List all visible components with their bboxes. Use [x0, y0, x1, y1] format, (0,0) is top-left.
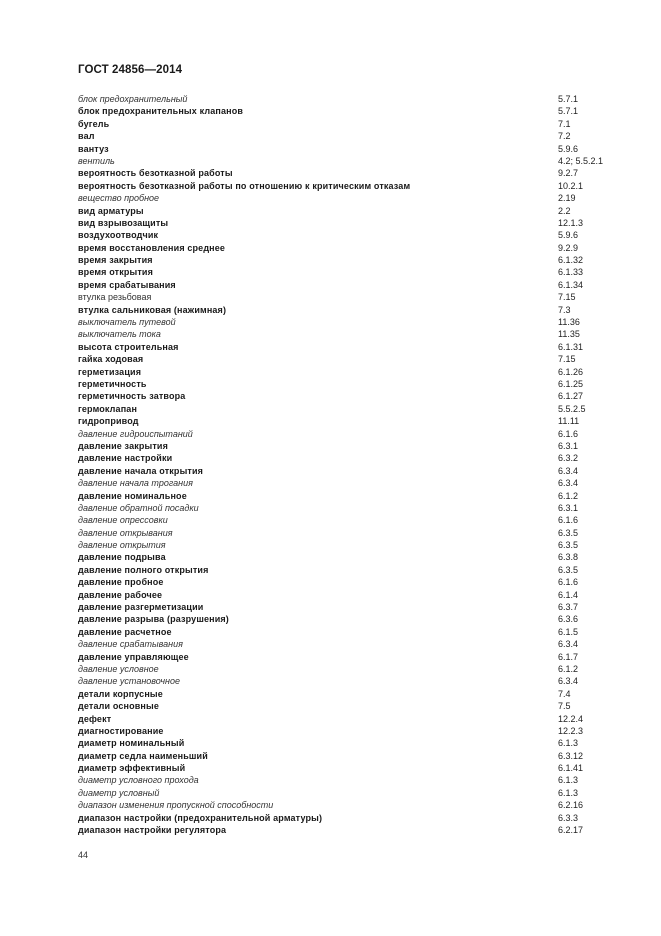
index-term: диапазон настройки регулятора	[78, 825, 227, 836]
index-reference: 6.1.41	[558, 763, 584, 774]
index-entry	[78, 762, 618, 774]
index-reference: 6.1.26	[558, 366, 584, 377]
index-term: диаметр эффективный	[78, 763, 186, 774]
index-reference: 6.1.6	[558, 428, 579, 439]
index-term: давление расчетное	[78, 626, 172, 637]
index-term: давление условное	[78, 663, 159, 674]
index-term: время восстановления среднее	[78, 242, 226, 253]
index-reference: 7.2	[558, 131, 571, 142]
index-term: вероятность безотказной работы	[78, 168, 233, 179]
index-entry	[78, 688, 618, 700]
index-reference: 5.9.6	[558, 143, 579, 154]
index-reference: 9.2.9	[558, 242, 579, 253]
index-term: дефект	[78, 713, 112, 724]
index-reference: 6.3.2	[558, 453, 579, 464]
index-term: гермоклапан	[78, 403, 138, 414]
index-reference: 12.1.3	[558, 217, 584, 228]
index-entry	[78, 180, 618, 192]
terms-index	[78, 93, 618, 836]
index-reference: 6.1.7	[558, 651, 579, 662]
index-entry	[78, 576, 618, 588]
index-term: время открытия	[78, 267, 153, 278]
index-entry	[78, 341, 618, 353]
index-entry	[78, 613, 618, 625]
index-term: давление опрессовки	[78, 515, 168, 526]
index-entry	[78, 266, 618, 278]
index-entry	[78, 589, 618, 601]
index-entry	[78, 316, 618, 328]
index-reference: 6.1.27	[558, 391, 584, 402]
index-reference: 5.9.6	[558, 230, 579, 241]
index-entry	[78, 93, 618, 105]
index-entry	[78, 799, 618, 811]
index-entry	[78, 328, 618, 340]
index-reference: 4.2; 5.5.2.1	[558, 155, 604, 166]
index-term: диаметр седла наименьший	[78, 750, 208, 761]
index-term: выключатель тока	[78, 329, 161, 340]
index-reference: 6.3.4	[558, 465, 579, 476]
index-reference: 6.3.5	[558, 540, 579, 551]
index-entry	[78, 118, 618, 130]
index-term: гидропривод	[78, 416, 139, 427]
index-term: герметичность затвора	[78, 391, 186, 402]
index-reference: 6.3.12	[558, 750, 584, 761]
index-reference: 6.1.3	[558, 738, 579, 749]
index-term: герметизация	[78, 366, 142, 377]
index-term: выключатель путевой	[78, 317, 176, 328]
index-entry	[78, 192, 618, 204]
index-term: детали основные	[78, 701, 159, 712]
index-reference: 6.1.32	[558, 255, 584, 266]
index-reference: 6.3.4	[558, 676, 579, 687]
index-reference: 6.1.34	[558, 279, 584, 290]
index-term: диаметр условный	[78, 787, 160, 798]
index-term: вантуз	[78, 143, 109, 154]
index-entry	[78, 490, 618, 502]
index-entry	[78, 452, 618, 464]
index-entry	[78, 254, 618, 266]
index-entry	[78, 713, 618, 725]
index-term: давление обратной посадки	[78, 502, 199, 513]
index-entry	[78, 217, 618, 229]
index-term: давление разрыва (разрушения)	[78, 614, 229, 625]
index-reference: 6.3.3	[558, 812, 579, 823]
index-term: вид арматуры	[78, 205, 144, 216]
index-term: бугель	[78, 118, 110, 129]
index-term: втулка резьбовая	[78, 292, 152, 303]
index-entry	[78, 774, 618, 786]
index-reference: 6.1.2	[558, 490, 579, 501]
page-number: 44	[78, 850, 89, 860]
index-term: давление закрытия	[78, 440, 169, 451]
index-term: высота строительная	[78, 341, 179, 352]
index-reference: 6.1.25	[558, 378, 584, 389]
index-reference: 12.2.4	[558, 713, 584, 724]
index-reference: 6.2.16	[558, 800, 584, 811]
index-entry	[78, 539, 618, 551]
index-term: время срабатывания	[78, 279, 176, 290]
index-entry	[78, 378, 618, 390]
index-reference: 6.1.5	[558, 626, 579, 637]
index-reference: 6.1.6	[558, 515, 579, 526]
index-reference: 6.3.6	[558, 614, 579, 625]
index-reference: 11.35	[558, 329, 580, 340]
index-term: блок предохранительный	[78, 94, 188, 104]
index-entry	[78, 465, 618, 477]
index-term: вид взрывозащиты	[78, 217, 169, 228]
document-header: ГОСТ 24856—2014	[78, 64, 183, 76]
index-reference: 6.2.17	[558, 825, 584, 836]
index-entry	[78, 551, 618, 563]
index-reference: 7.4	[558, 688, 571, 699]
index-reference: 6.1.6	[558, 577, 579, 588]
index-reference: 6.1.33	[558, 267, 584, 278]
index-entry	[78, 440, 618, 452]
index-reference: 6.3.5	[558, 564, 579, 575]
index-reference: 6.1.31	[558, 341, 584, 352]
index-entry	[78, 291, 618, 303]
index-reference: 6.3.1	[558, 502, 579, 513]
index-reference: 10.2.1	[558, 180, 584, 191]
index-entry	[78, 403, 618, 415]
index-term: вал	[78, 131, 95, 142]
index-reference: 7.1	[558, 118, 571, 129]
index-reference: 7.3	[558, 304, 571, 315]
index-entry	[78, 366, 618, 378]
index-term: воздухоотводчик	[78, 230, 159, 241]
index-term: давление открывания	[78, 527, 173, 538]
index-entry	[78, 242, 618, 254]
index-entry	[78, 502, 618, 514]
index-reference: 6.1.3	[558, 787, 579, 798]
index-term: давление рабочее	[78, 589, 163, 600]
index-entry	[78, 279, 618, 291]
index-entry	[78, 155, 618, 167]
index-entry	[78, 514, 618, 526]
index-reference: 6.1.4	[558, 589, 579, 600]
index-term: диапазон изменения пропускной способности	[78, 800, 274, 811]
index-entry	[78, 737, 618, 749]
index-reference: 6.1.2	[558, 663, 579, 674]
index-entry	[78, 304, 618, 316]
index-entry	[78, 415, 618, 427]
index-reference: 5.5.2.5	[558, 403, 586, 414]
index-entry	[78, 700, 618, 712]
index-reference: 2.2	[558, 205, 571, 216]
index-term: давление настройки	[78, 453, 173, 464]
index-entry	[78, 812, 618, 824]
index-entry	[78, 477, 618, 489]
index-term: давление подрыва	[78, 552, 166, 563]
index-term: диаметр номинальный	[78, 738, 185, 749]
index-term: давление начала трогания	[78, 478, 193, 489]
index-term: давление начала открытия	[78, 465, 204, 476]
index-entry	[78, 638, 618, 650]
index-entry	[78, 564, 618, 576]
index-term: давление открытия	[78, 540, 166, 551]
index-reference: 6.1.3	[558, 775, 579, 786]
index-entry	[78, 626, 618, 638]
index-entry	[78, 824, 618, 836]
index-term: давление полного открытия	[78, 564, 209, 575]
index-term: давление разгерметизации	[78, 602, 204, 613]
index-term: вероятность безотказной работы по отношению к критическим отказам	[78, 180, 411, 191]
index-reference: 6.3.4	[558, 639, 579, 650]
index-entry	[78, 229, 618, 241]
index-term: герметичность	[78, 378, 147, 389]
index-reference: 7.15	[558, 354, 576, 365]
index-entry	[78, 651, 618, 663]
index-term: давление пробное	[78, 577, 164, 588]
index-entry	[78, 143, 618, 155]
index-reference: 9.2.7	[558, 168, 579, 179]
index-term: давление номинальное	[78, 490, 187, 501]
index-reference: 2.19	[558, 193, 576, 204]
index-term: детали корпусные	[78, 688, 163, 699]
index-entry	[78, 787, 618, 799]
index-reference: 12.2.3	[558, 725, 584, 736]
index-term: гайка ходовая	[78, 354, 144, 365]
index-term: диаметр условного прохода	[78, 775, 199, 786]
index-entry	[78, 527, 618, 539]
index-entry	[78, 675, 618, 687]
index-entry	[78, 167, 618, 179]
index-term: втулка сальниковая (нажимная)	[78, 304, 227, 315]
index-term: давление срабатывания	[78, 639, 183, 650]
index-reference: 6.3.1	[558, 440, 579, 451]
index-term: вещество пробное	[78, 193, 160, 204]
index-entry	[78, 663, 618, 675]
index-term: блок предохранительных клапанов	[78, 106, 244, 117]
index-entry	[78, 601, 618, 613]
index-entry	[78, 390, 618, 402]
index-entry	[78, 205, 618, 217]
index-reference: 5.7.1	[558, 94, 579, 104]
index-term: давление установочное	[78, 676, 181, 687]
index-entry	[78, 428, 618, 440]
index-term: вентиль	[78, 155, 115, 166]
index-entry	[78, 725, 618, 737]
index-term: диапазон настройки (предохранительной арматуры)	[78, 812, 323, 823]
index-reference: 5.7.1	[558, 106, 579, 117]
index-reference: 7.5	[558, 701, 571, 712]
index-reference: 6.3.5	[558, 527, 579, 538]
index-reference: 11.36	[558, 317, 580, 328]
index-term: давление управляющее	[78, 651, 189, 662]
index-term: давление гидроиспытаний	[78, 428, 193, 439]
index-reference: 6.3.8	[558, 552, 579, 563]
index-entry	[78, 105, 618, 117]
index-entry	[78, 353, 618, 365]
index-reference: 6.3.4	[558, 478, 579, 489]
index-entry	[78, 130, 618, 142]
index-reference: 6.3.7	[558, 602, 579, 613]
index-term: время закрытия	[78, 255, 153, 266]
index-reference: 11.11	[558, 416, 580, 427]
index-reference: 7.15	[558, 292, 576, 303]
index-entry	[78, 750, 618, 762]
index-term: диагностирование	[78, 725, 164, 736]
